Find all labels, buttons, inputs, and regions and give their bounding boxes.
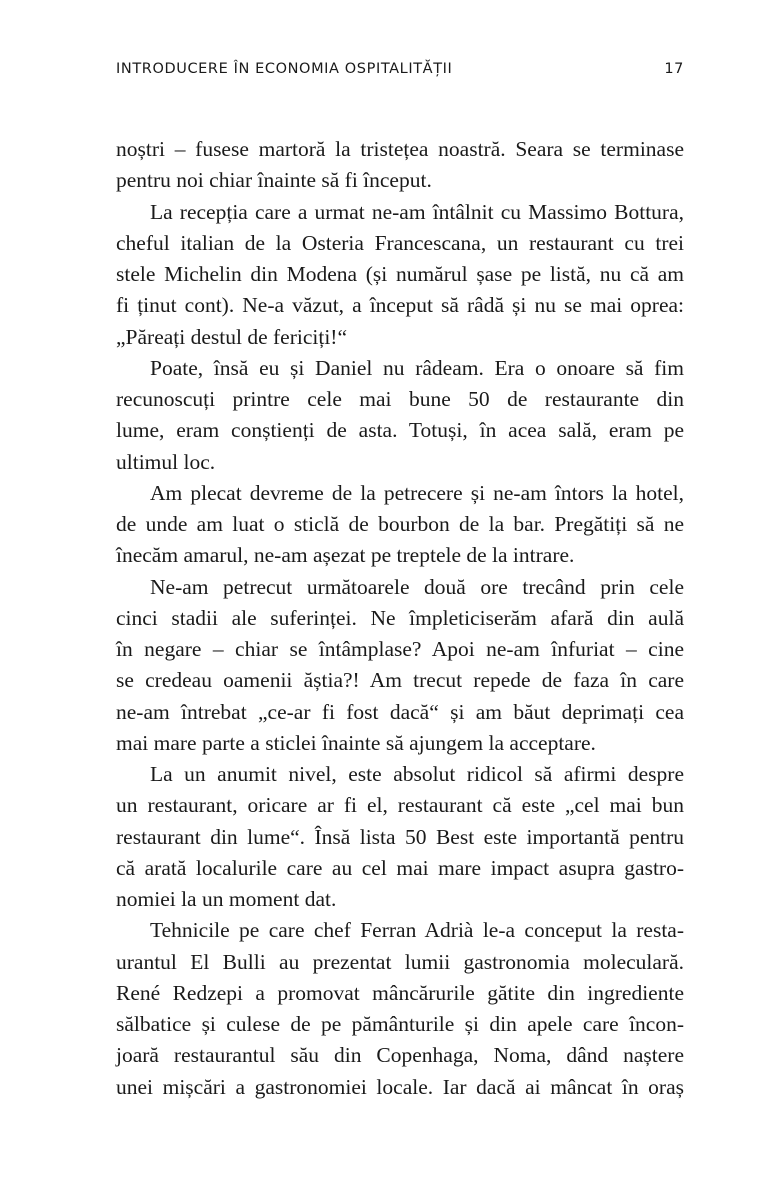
text-line: joară restaurantul său din Copenhaga, Noma, dând naștere [116,1043,684,1068]
text-line: unei mișcări a gastronomiei locale. Iar dacă ai mâncat în oraș [116,1074,684,1099]
text-line: sălbatice și culese de pe pământurile și din apele care încon- [116,1012,684,1036]
text-line: cinci stadii ale suferinței. Ne împleticiserăm afară din aulă [116,605,684,630]
paragraph [116,478,684,572]
text-line: nomiei la un moment dat. [116,887,337,911]
paragraph [116,197,684,353]
text-line: La recepția care a urmat ne-am întâlnit cu Massimo Bottura, [150,199,684,224]
running-header [116,61,684,85]
text-line: înecăm amarul, ne-am așezat pe treptele de la intrare. [116,543,575,568]
text-line: La un anumit nivel, este absolut ridicol să afirmi despre [150,762,684,786]
text-line: Am plecat devreme de la petrecere și ne-am întors la hotel, [150,480,684,505]
text-line: René Redzepi a promovat mâncărurile gătite din ingrediente [116,980,684,1005]
paragraph [116,915,684,1103]
text-line: pentru noi chiar înainte să fi început. [116,168,432,193]
text-line: că arată localurile care au cel mai mare impact asupra gastro- [116,855,684,880]
text-line: urantul El Bulli au prezentat lumii gastronomia moleculară. [116,949,684,974]
text-line: lume, eram conștienți de asta. Totuși, în acea sală, eram pe [116,418,684,443]
text-line: ultimul loc. [116,449,216,474]
text-line: Poate, însă eu și Daniel nu râdeam. Era o onoare să fim [150,355,684,380]
page-number: 17 [664,61,684,77]
text-line: Tehnicile pe care chef Ferran Adrià le-a conceput la resta- [150,918,684,943]
paragraph [116,134,684,197]
text-line: de unde am luat o sticlă de bourbon de la bar. Pregătiți să ne [116,512,684,536]
paragraph [116,353,684,478]
text-line: fi ținut cont). Ne-a văzut, a început să râdă și nu se mai oprea: [116,293,684,318]
text-line: cheful italian de la Osteria Francescana, un restaurant cu trei [116,230,684,255]
chapter-title: INTRODUCERE ÎN ECONOMIA OSPITALITĂȚII [116,61,453,77]
text-line: stele Michelin din Modena (și numărul șase pe listă, nu că am [116,262,684,286]
text-line: Ne-am petrecut următoarele două ore trecând prin cele [150,574,684,599]
paragraph [116,572,684,760]
text-line: „Păreați destul de fericiți!“ [116,324,348,349]
text-line: în negare – chiar se întâmplase? Apoi ne-am înfuriat – cine [116,637,684,661]
text-line: noștri – fusese martoră la tristețea noastră. Seara se terminase [116,137,684,161]
text-line: un restaurant, oricare ar fi el, restaurant că este „cel mai bun [116,793,684,818]
body-text [116,134,684,1103]
text-line: se credeau oamenii ăștia?! Am trecut repede de faza în care [116,668,684,693]
text-line: recunoscuți printre cele mai bune 50 de restaurante din [116,387,684,411]
text-line: restaurant din lume“. Însă lista 50 Best este importantă pentru [116,824,684,849]
text-line: mai mare parte a sticlei înainte să ajungem la acceptare. [116,730,596,755]
paragraph [116,759,684,915]
text-line: ne-am întrebat „ce-ar fi fost dacă“ și am băut deprimați cea [116,699,684,724]
